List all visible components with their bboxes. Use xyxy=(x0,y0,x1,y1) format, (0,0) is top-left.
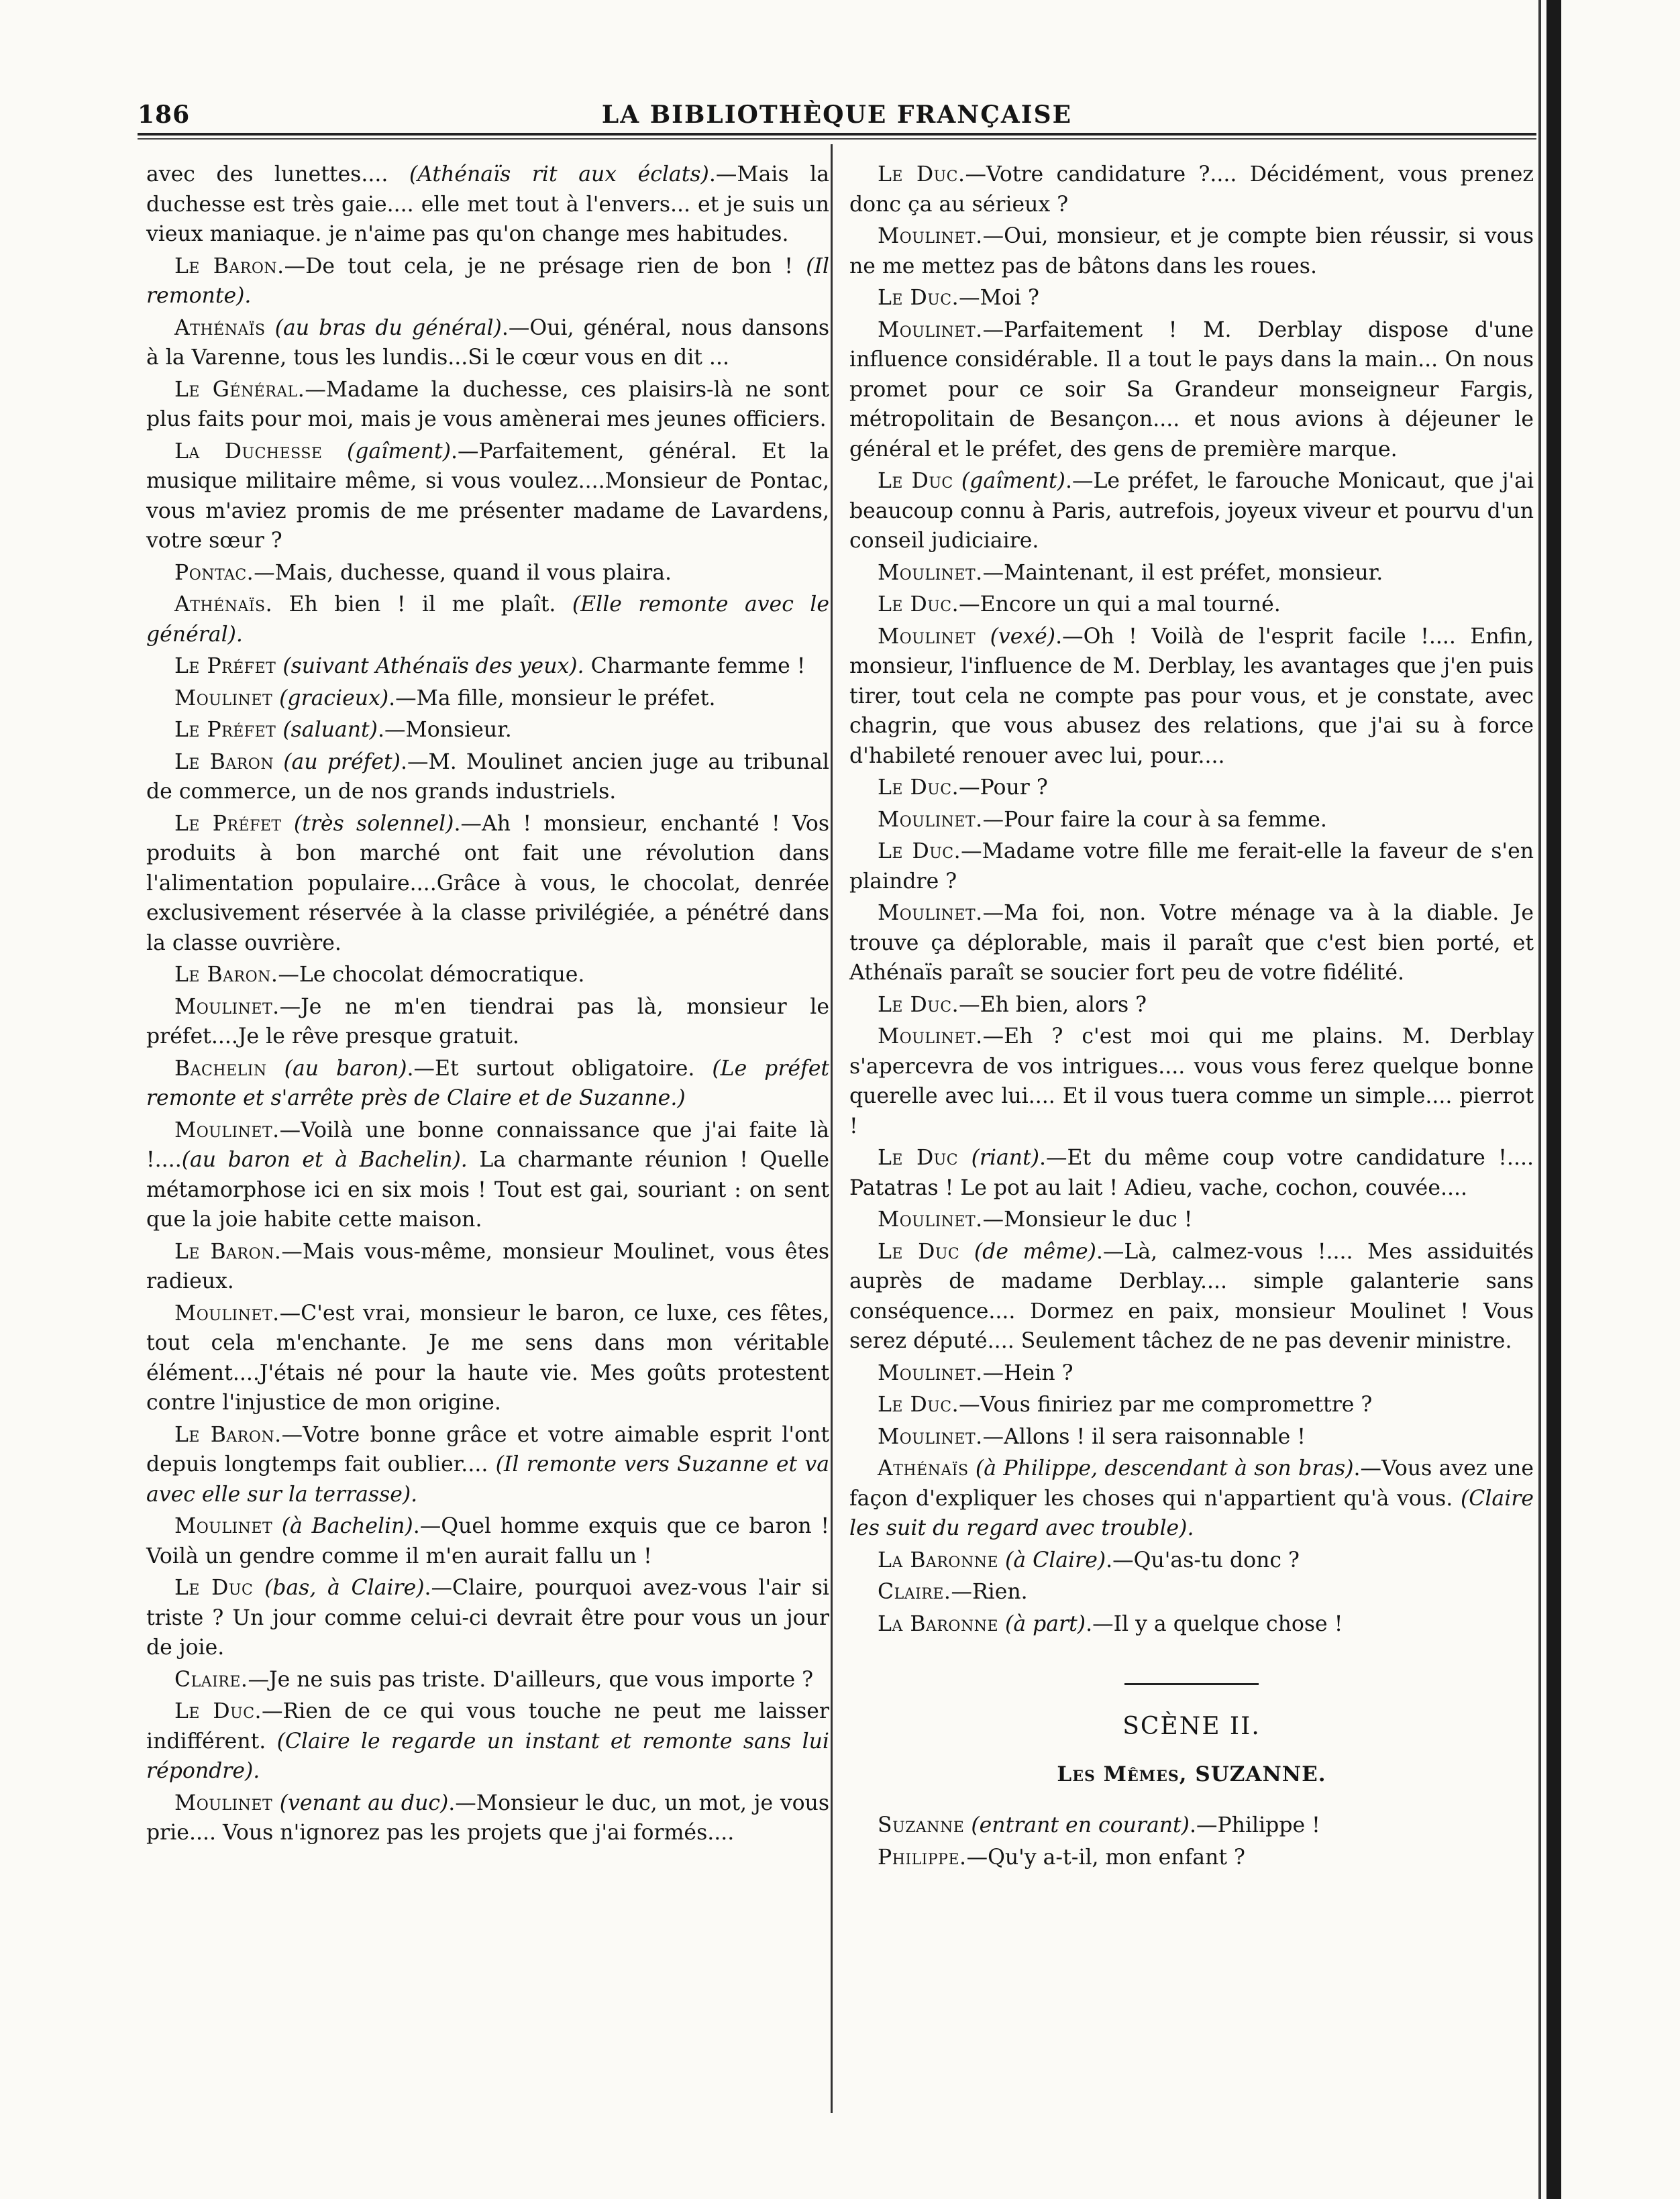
speaker-name: Le Baron. xyxy=(174,254,284,278)
dialogue-text: .—Monsieur le duc, un mot, je vous prie.... Vous n'ignorez pas les projets que j'ai formés.... xyxy=(146,1790,829,1845)
dialogue-text: —Eh bien, alors ? xyxy=(959,992,1147,1017)
dialogue-text xyxy=(969,1456,976,1481)
dialogue-paragraph xyxy=(849,898,1534,988)
speaker-name: Le Général. xyxy=(174,377,305,402)
speaker-name: Moulinet xyxy=(878,624,976,649)
speaker-name: Moulinet xyxy=(174,686,273,710)
dialogue-paragraph xyxy=(849,1237,1534,1356)
speaker-name: La Duchesse xyxy=(174,439,323,464)
speaker-name: Le Duc. xyxy=(878,839,961,863)
dialogue-paragraph xyxy=(849,221,1534,281)
dialogue-text: —De tout cela, je ne présage rien de bon ! xyxy=(284,254,806,278)
dialogue-paragraph xyxy=(849,1022,1534,1141)
dialogue-text: —Madame votre fille me ferait-elle la faveur de s'en plaindre ? xyxy=(849,839,1534,894)
speaker-name: Le Préfet xyxy=(174,718,276,742)
left-column xyxy=(146,160,829,1850)
stage-direction: (Claire le regarde un instant et remonte sans lui répondre). xyxy=(146,1729,830,1783)
dialogue-paragraph xyxy=(146,1420,829,1510)
speaker-name: Suzanne xyxy=(878,1813,965,1837)
speaker-name: Le Duc. xyxy=(878,592,959,616)
speaker-name: Moulinet. xyxy=(878,224,983,248)
stage-direction: (riant) xyxy=(971,1146,1040,1170)
speaker-name: Moulinet. xyxy=(174,1301,280,1326)
dialogue-paragraph xyxy=(849,1358,1534,1389)
speaker-name: Moulinet. xyxy=(174,994,280,1019)
scene-persons-name: SUZANNE. xyxy=(1187,1762,1326,1786)
dialogue-text: —Encore un qui a mal tourné. xyxy=(959,592,1281,616)
speaker-name: Le Duc. xyxy=(878,286,959,310)
dialogue-text: —Monsieur le duc ! xyxy=(982,1208,1193,1232)
stage-direction: (vexé) xyxy=(990,624,1056,649)
dialogue-text: —C'est vrai, monsieur le baron, ce luxe, ces fêtes, tout cela m'enchante. Je me sens dans mon véritable élément....J'étais né pour la haute vie. Mes goûts protestent contre l'injustice de mon origine. xyxy=(146,1301,829,1415)
dialogue-text: —Rien. xyxy=(951,1580,1028,1604)
dialogue-paragraph xyxy=(849,1143,1534,1203)
speaker-name: Philippe. xyxy=(878,1845,967,1870)
dialogue-text: —Qu'y a-t-il, mon enfant ? xyxy=(966,1845,1245,1870)
dialogue-text: —Je ne m'en tiendrai pas là, monsieur le préfet....Je le rêve presque gratuit. xyxy=(146,994,829,1049)
dialogue-text: .—Il y a quelque chose ! xyxy=(1086,1611,1343,1636)
dialogue-paragraph xyxy=(146,684,829,714)
stage-direction: (Elle remonte avec le général). xyxy=(146,592,830,647)
dialogue-paragraph xyxy=(146,590,829,649)
speaker-name: Moulinet. xyxy=(878,317,983,342)
speaker-name: Moulinet. xyxy=(878,560,983,585)
dialogue-paragraph xyxy=(849,1546,1534,1576)
dialogue-text: .—Quel homme exquis que ce baron ! Voilà un gendre comme il m'en aurait fallu un ! xyxy=(146,1514,829,1568)
dialogue-text: —Je ne suis pas triste. D'ailleurs, que vous importe ? xyxy=(248,1667,814,1692)
stage-direction: (gaîment) xyxy=(346,439,452,464)
dialogue-paragraph xyxy=(849,1454,1534,1544)
dialogue-text: .—Mais la duchesse est très gaie.... elle met tout à l'envers... et je suis un vieux maniaque. je n'aime pas qu'on change mes habitudes. xyxy=(146,162,830,246)
dialogue-text xyxy=(272,1514,282,1538)
dialogue-text: —Oui, monsieur, et je compte bien réussir, si vous ne me mettez pas de bâtons dans les roues. xyxy=(849,224,1534,278)
dialogue-text: .—Et du même coup votre candidature !.... Patatras ! Le pot au lait ! Adieu, vache, cochon, couvée.... xyxy=(849,1146,1534,1200)
stage-direction: (au baron) xyxy=(284,1056,407,1081)
stage-direction: (venant au duc) xyxy=(279,1790,449,1815)
dialogue-text xyxy=(253,1576,264,1600)
dialogue-text: —Pour faire la cour à sa femme. xyxy=(982,807,1327,832)
dialogue-text: .—Monsieur. xyxy=(377,718,512,742)
dialogue-paragraph xyxy=(849,622,1534,771)
speaker-name: Le Duc xyxy=(878,1146,959,1170)
dialogue-text xyxy=(958,1146,971,1170)
speaker-name: Le Duc xyxy=(878,469,953,493)
dialogue-paragraph xyxy=(146,160,829,250)
scene-persons-prefix: Les Mêmes, xyxy=(1057,1762,1188,1786)
dialogue-paragraph xyxy=(849,160,1534,219)
dialogue-text: —Maintenant, il est préfet, monsieur. xyxy=(982,560,1383,585)
dialogue-paragraph xyxy=(146,375,829,435)
dialogue-text: —Votre candidature ?.... Décidément, vous prenez donc ça au sérieux ? xyxy=(849,162,1534,217)
dialogue-paragraph xyxy=(146,558,829,588)
dialogue-text: —Rien de ce qui vous touche ne peut me laisser indifférent. xyxy=(146,1699,829,1754)
stage-direction: (à Philippe, descendant à son bras) xyxy=(975,1456,1354,1481)
stage-direction: (à Bachelin) xyxy=(281,1514,413,1538)
speaker-name: Moulinet. xyxy=(878,1424,983,1449)
dialogue-paragraph xyxy=(849,805,1534,835)
dialogue-text: —Voilà une bonne connaissance que j'ai faite là !.... xyxy=(146,1118,829,1172)
stage-direction: (bas, à Claire) xyxy=(264,1576,425,1600)
dialogue-paragraph xyxy=(849,1843,1534,1873)
stage-direction: (de même) xyxy=(974,1239,1096,1264)
dialogue-text: .—Oh ! Voilà de l'esprit facile !.... Enfin, monsieur, l'influence de M. Derblay, les avantages que j'en puis tirer, tout cela ne compte pas pour vous, et je constate, avec chagrin, que vous abusez des relations, que j'ai su à force d'habileté renouer avec lui, pour.... xyxy=(849,624,1534,768)
stage-direction: (à Claire) xyxy=(1005,1548,1106,1572)
stage-direction: (à part) xyxy=(1005,1611,1086,1636)
dialogue-paragraph xyxy=(849,990,1534,1020)
speaker-name: Le Baron xyxy=(174,749,274,774)
dialogue-paragraph xyxy=(849,1609,1534,1640)
dialogue-text xyxy=(998,1612,1005,1636)
right-column xyxy=(849,160,1534,1874)
dialogue-paragraph xyxy=(849,1422,1534,1452)
stage-direction: (Il remonte vers Suzanne et va avec elle sur la terrasse). xyxy=(146,1452,829,1507)
dialogue-paragraph xyxy=(146,747,829,807)
speaker-name: Athénaïs. xyxy=(174,592,273,616)
dialogue-text: .—Parfaitement, général. Et la musique militaire même, si vous voulez....Monsieur de Pontac, vous m'aviez promis de me présenter madame de Lavardens, votre sœur ? xyxy=(146,439,830,553)
stage-direction: (Le préfet remonte et s'arrête près de Claire et de Suzanne.) xyxy=(146,1056,830,1110)
dialogue-paragraph xyxy=(849,315,1534,465)
speaker-name: Le Duc xyxy=(174,1576,254,1600)
dialogue-text: —Ma foi, non. Votre ménage va à la diable. Je trouve ça déplorable, mais il paraît que c'est bien porté, et Athénaïs paraît se soucier fort peu de votre fidélité. xyxy=(849,901,1534,985)
dialogue-text: .—Ma fille, monsieur le préfet. xyxy=(388,686,716,710)
dialogue-text: .—Et surtout obligatoire. xyxy=(407,1056,713,1081)
scene-heading: SCÈNE II. xyxy=(1122,1713,1261,1740)
dialogue-text xyxy=(953,469,961,493)
dialogue-paragraph xyxy=(146,1665,829,1695)
binding-edge xyxy=(1546,0,1561,2199)
speaker-name: Moulinet. xyxy=(878,807,983,832)
dialogue-text: —Hein ? xyxy=(982,1360,1073,1385)
dialogue-text xyxy=(964,1813,971,1837)
dialogue-text xyxy=(959,1240,974,1264)
speaker-name: Moulinet. xyxy=(878,1208,983,1232)
speaker-name: Le Baron. xyxy=(174,1239,282,1264)
header-rule-thin xyxy=(138,138,1536,140)
dialogue-text xyxy=(267,1057,284,1081)
dialogue-paragraph xyxy=(146,1054,829,1114)
dialogue-paragraph xyxy=(146,1299,829,1418)
speaker-name: Le Duc. xyxy=(878,992,959,1017)
speaker-name: Le Baron. xyxy=(174,963,278,987)
speaker-name: Bachelin xyxy=(174,1056,267,1081)
speaker-name: Pontac. xyxy=(174,560,254,585)
speaker-name: La Baronne xyxy=(878,1548,999,1572)
dialogue-text: —Mais, duchesse, quand il vous plaira. xyxy=(254,560,672,585)
dialogue-text: .—Qu'as-tu donc ? xyxy=(1106,1548,1300,1572)
dialogue-text: .—M. Moulinet ancien juge au tribunal de commerce, un de nos grands industriels. xyxy=(146,749,829,804)
dialogue-text: —Parfaitement ! M. Derblay dispose d'une influence considérable. Il a tout le pays dans la main... On nous promet pour ce soir Sa Grandeur monseigneur Fargis, métropolitain de Besançon.... et nous avions à déjeuner le général et le préfet, des gens de première marque. xyxy=(849,317,1534,462)
stage-direction: (au bras du général) xyxy=(274,315,502,340)
dialogue-paragraph xyxy=(146,313,829,373)
dialogue-text: .—Le préfet, le farouche Monicaut, que j'ai beaucoup connu à Paris, autrefois, joyeux viveur et pourvu d'un conseil judiciaire. xyxy=(849,469,1534,553)
scene-separator-rule xyxy=(1124,1683,1259,1685)
dialogue-text: .—Ah ! monsieur, enchanté ! Vos produits à bon marché ont fait une révolution dans l'alimentation populaire....Grâce à vous, le chocolat, denrée exclusivement réservée à la classe privilégiée, a pénétré dans la classe ouvrière. xyxy=(146,811,829,955)
dialogue-paragraph xyxy=(849,1811,1534,1841)
speaker-name: Le Duc. xyxy=(878,1393,959,1417)
dialogue-text xyxy=(274,750,283,774)
dialogue-paragraph xyxy=(849,590,1534,620)
dialogue-paragraph xyxy=(146,651,829,682)
dialogue-paragraph xyxy=(146,1237,829,1297)
dialogue-text: —Eh ? c'est moi qui me plains. M. Derblay s'apercevra de vos intrigues.... vous vous ferez quelque bonne querelle avec lui.... Et il vous tuera comme un simple.... pierrot ! xyxy=(849,1024,1534,1138)
dialogue-text: La charmante réunion ! Quelle métamorphose ici en six mois ! Tout est gai, souriant : on sent que la joie habite cette maison. xyxy=(146,1148,829,1232)
dialogue-paragraph xyxy=(146,960,829,990)
dialogue-text: .—Oui, général, nous dansons à la Varenne, tous les lundis...Si le cœur vous en dit ... xyxy=(146,315,830,370)
dialogue-paragraph xyxy=(849,1205,1534,1235)
speaker-name: Le Baron. xyxy=(174,1422,282,1447)
dialogue-text xyxy=(998,1548,1005,1572)
dialogue-text: Charmante femme ! xyxy=(584,654,806,678)
stage-direction: (entrant en courant) xyxy=(971,1813,1190,1837)
dialogue-text: —Allons ! il sera raisonnable ! xyxy=(982,1424,1306,1449)
speaker-name: Athénaïs xyxy=(174,315,266,340)
dialogue-paragraph xyxy=(849,558,1534,588)
stage-direction: (Il remonte). xyxy=(146,254,830,308)
dialogue-text xyxy=(322,439,346,464)
dialogue-text xyxy=(282,812,294,836)
stage-direction: (au préfet) xyxy=(283,749,401,774)
dialogue-paragraph xyxy=(146,1788,829,1848)
speaker-name: Le Duc. xyxy=(174,1699,262,1723)
dialogue-text xyxy=(276,718,282,742)
stage-direction: (gracieux) xyxy=(279,686,389,710)
dialogue-paragraph xyxy=(146,809,829,959)
dialogue-text: avec des lunettes.... xyxy=(146,162,409,186)
dialogue-paragraph xyxy=(849,1390,1534,1420)
dialogue-text xyxy=(272,686,279,710)
speaker-name: Moulinet xyxy=(174,1514,273,1538)
dialogue-text: Eh bien ! il me plaît. xyxy=(272,592,572,616)
dialogue-text: .—Philippe ! xyxy=(1189,1813,1320,1837)
scene-dialogue xyxy=(849,1811,1534,1872)
speaker-name: Moulinet. xyxy=(878,901,983,925)
dialogue-text: —Le chocolat démocratique. xyxy=(278,963,585,987)
dialogue-paragraph xyxy=(849,773,1534,803)
dialogue-text: —Madame la duchesse, ces plaisirs-là ne sont plus faits pour moi, mais je vous amènerai mes jeunes officiers. xyxy=(146,377,829,431)
dialogue-text xyxy=(272,1791,280,1815)
dialogue-paragraph xyxy=(146,1511,829,1571)
dialogue-paragraph xyxy=(849,283,1534,313)
page-number: 186 xyxy=(138,101,191,129)
speaker-name: Le Duc xyxy=(878,1239,960,1264)
dialogue-paragraph xyxy=(849,837,1534,896)
right-column-dialogue xyxy=(849,160,1534,1639)
dialogue-paragraph xyxy=(146,1573,829,1663)
speaker-name: Le Préfet xyxy=(174,811,282,836)
running-title: LA BIBLIOTHÈQUE FRANÇAISE xyxy=(601,101,1073,129)
dialogue-text: —Votre bonne grâce et votre aimable esprit l'ont depuis longtemps fait oublier.... xyxy=(146,1422,829,1477)
dialogue-text: .—Vous avez une façon d'expliquer les choses qui n'appartient qu'à vous. xyxy=(849,1456,1534,1511)
dialogue-text xyxy=(276,654,282,678)
speaker-name: Moulinet. xyxy=(878,1360,983,1385)
speaker-name: Moulinet. xyxy=(174,1118,280,1142)
dialogue-text xyxy=(976,625,990,649)
dialogue-paragraph xyxy=(146,992,829,1052)
dialogue-text: —Vous finiriez par me compromettre ? xyxy=(959,1393,1373,1417)
speaker-name: La Baronne xyxy=(878,1611,999,1636)
page-header xyxy=(138,101,1536,127)
stage-direction: (suivant Athénaïs des yeux). xyxy=(282,654,584,678)
speaker-name: Moulinet. xyxy=(878,1024,983,1049)
speaker-name: Athénaïs xyxy=(878,1456,969,1481)
speaker-name: Moulinet xyxy=(174,1790,273,1815)
binding-edge-thin xyxy=(1538,0,1541,2199)
dialogue-paragraph xyxy=(849,1577,1534,1607)
stage-direction: (très solennel) xyxy=(293,811,454,836)
header-rule xyxy=(138,133,1536,136)
stage-direction: (Athénaïs rit aux éclats) xyxy=(409,162,709,186)
dialogue-text: —Mais vous-même, monsieur Moulinet, vous êtes radieux. xyxy=(146,1239,830,1293)
dialogue-paragraph xyxy=(146,1116,829,1235)
stage-direction: (au baron et à Bachelin). xyxy=(181,1148,468,1172)
stage-direction: (saluant) xyxy=(282,718,378,742)
speaker-name: Le Duc. xyxy=(878,162,965,186)
speaker-name: Claire. xyxy=(174,1667,248,1692)
speaker-name: Le Préfet xyxy=(174,654,276,678)
dialogue-text: —Pour ? xyxy=(959,775,1048,800)
dialogue-paragraph xyxy=(146,1697,829,1786)
scene-persons xyxy=(849,1760,1534,1790)
dialogue-paragraph xyxy=(849,466,1534,556)
dialogue-text: —Moi ? xyxy=(959,286,1039,310)
speaker-name: Le Duc. xyxy=(878,775,959,800)
speaker-name: Claire. xyxy=(878,1580,951,1604)
dialogue-text: .—Là, calmez-vous !.... Mes assiduités auprès de madame Derblay.... simple galanterie sans conséquence.... Dormez en paix, monsieur Moulinet ! Vous serez député.... Seulement tâchez de ne pas devenir ministre. xyxy=(849,1239,1534,1353)
dialogue-paragraph xyxy=(146,715,829,745)
stage-direction: (Claire les suit du regard avec trouble). xyxy=(849,1486,1534,1540)
dialogue-paragraph xyxy=(146,437,829,556)
dialogue-paragraph xyxy=(146,252,829,311)
dialogue-text: .—Claire, pourquoi avez-vous l'air si triste ? Un jour comme celui-ci devrait être pour vous un jour de joie. xyxy=(146,1576,829,1660)
stage-direction: (gaîment) xyxy=(961,469,1065,493)
column-divider xyxy=(831,144,833,2113)
dialogue-text xyxy=(266,316,275,340)
